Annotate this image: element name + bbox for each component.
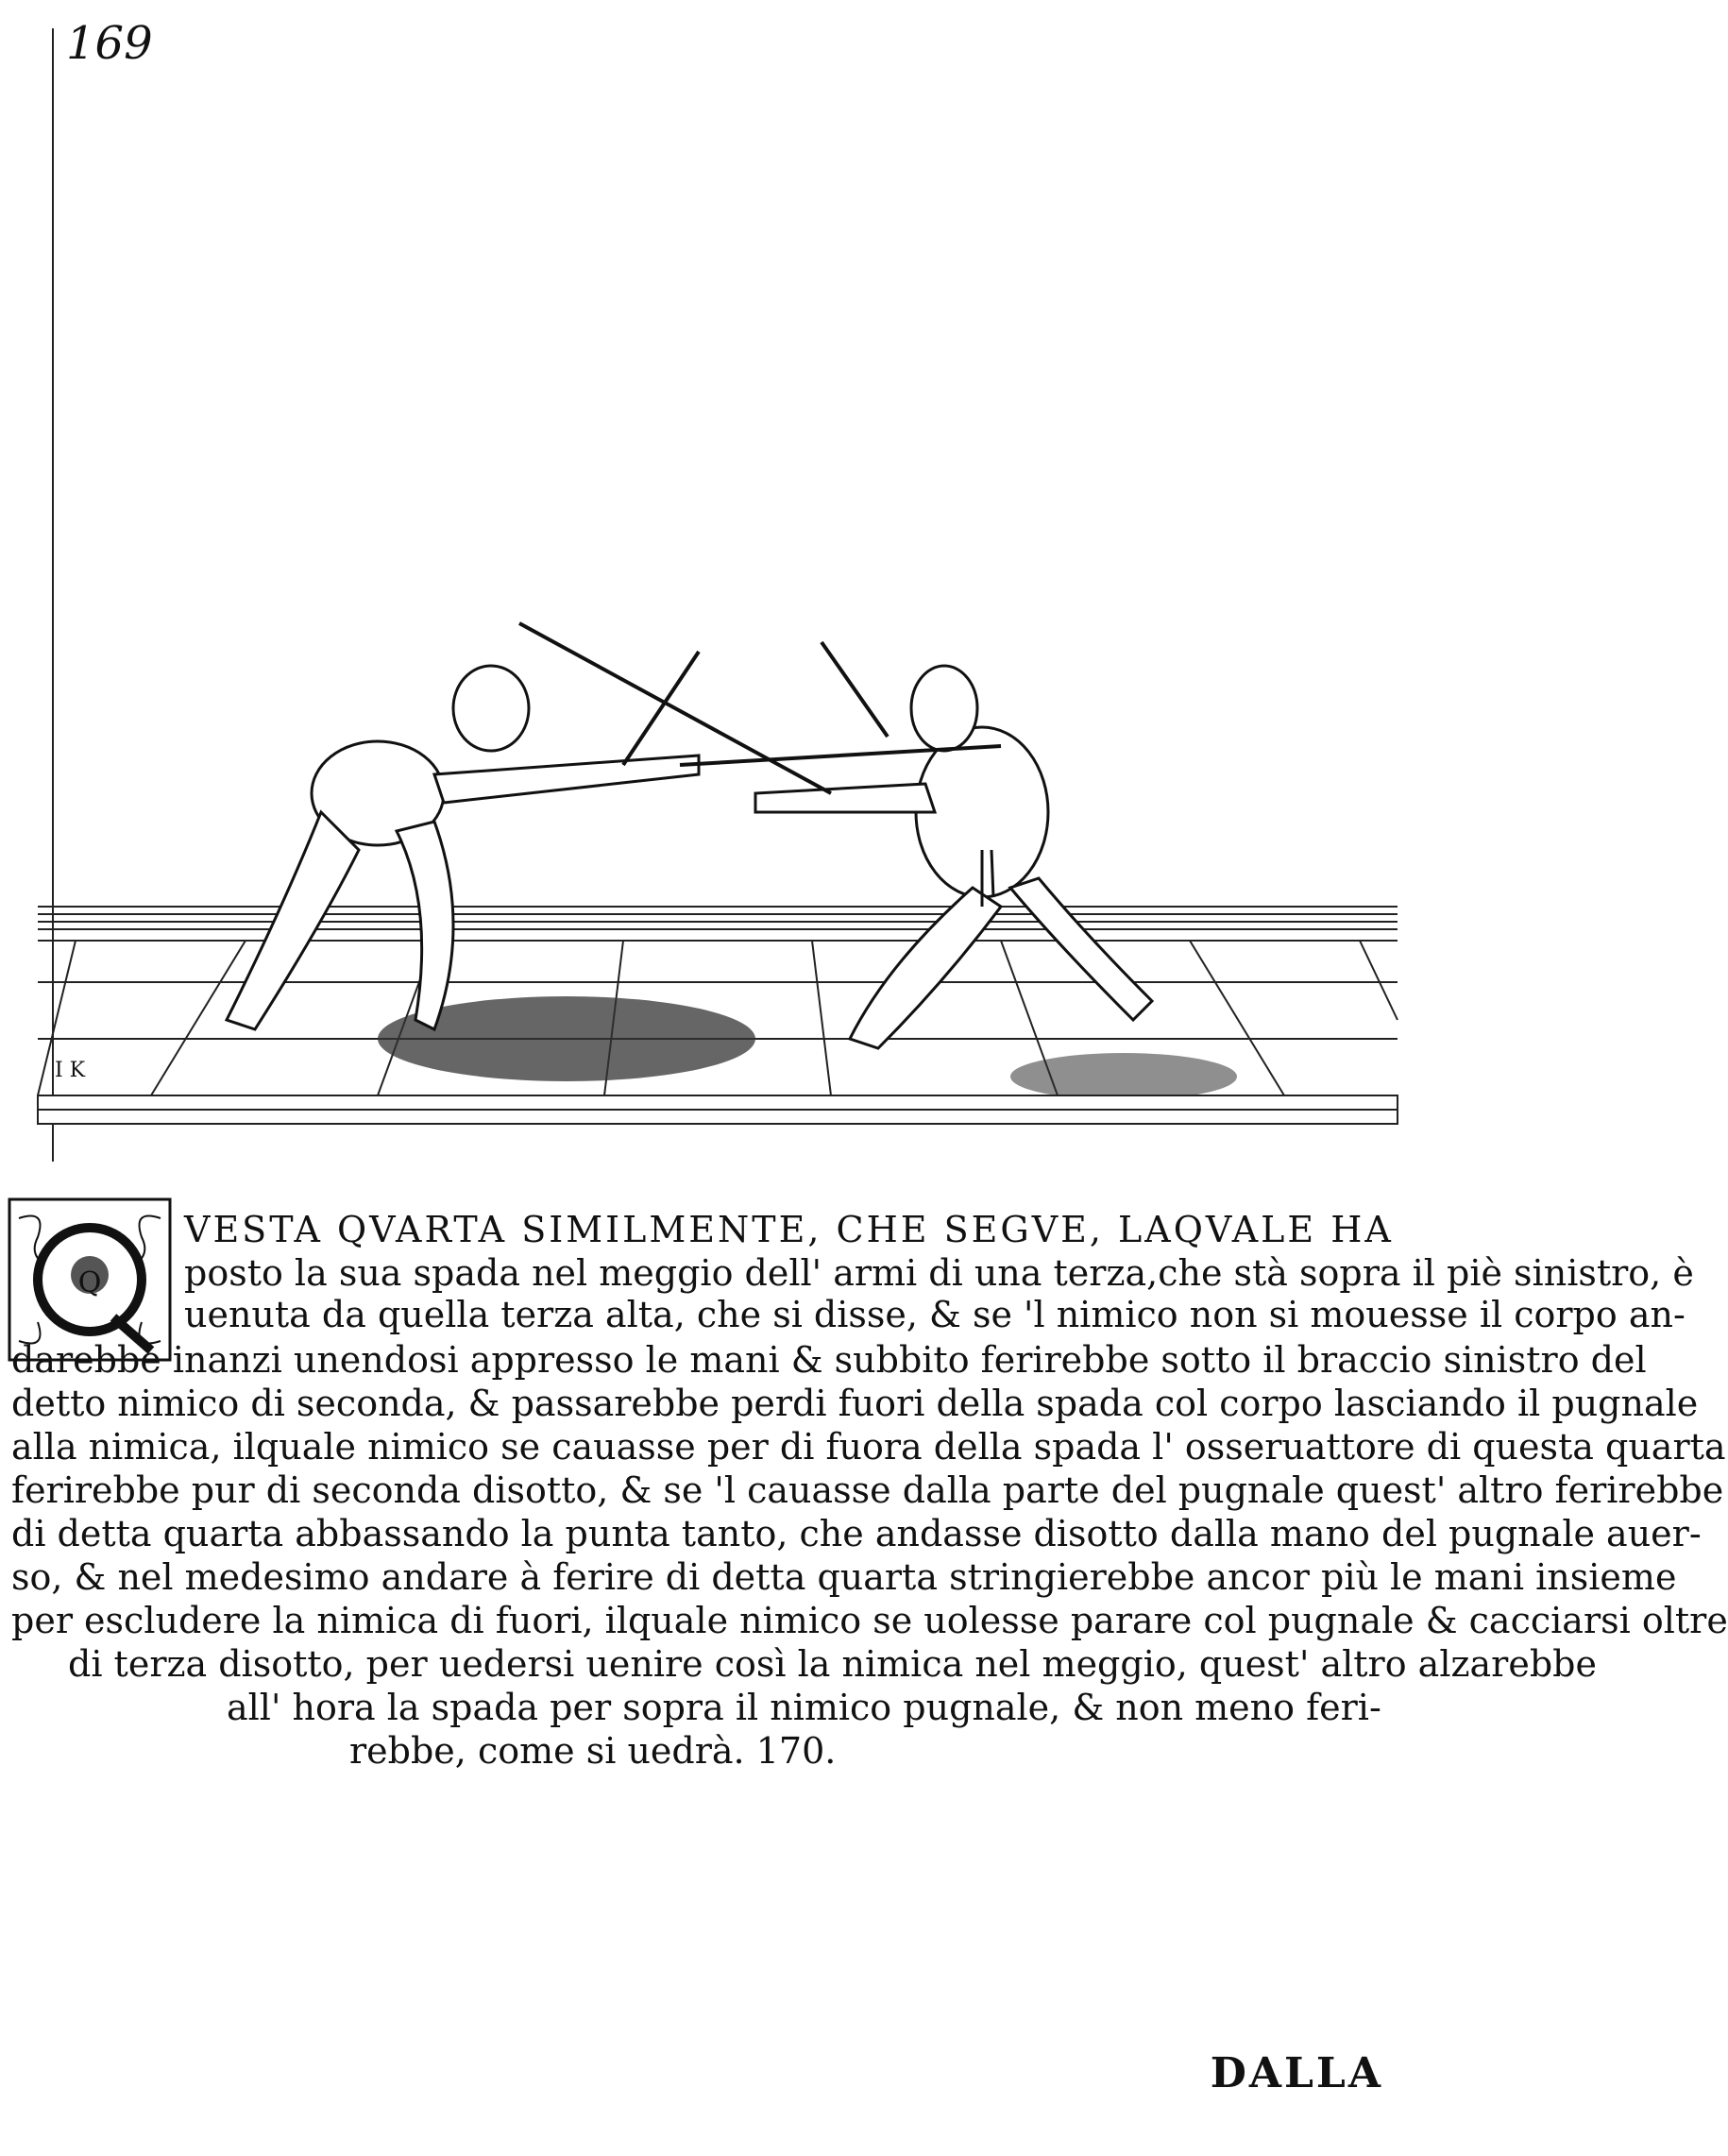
text-line-6: alla nimica, ilquale nimico se cauasse per di fuora della spada l' osseruattore di questa quarta xyxy=(11,1426,1726,1468)
catchword: DALLA xyxy=(1210,2049,1383,2097)
decorated-initial-icon xyxy=(9,1199,170,1360)
text-line-3: uenuta da quella terza alta, che si disse, & se 'l nimico non si mouesse il corpo an- xyxy=(184,1294,1686,1335)
text-line-4: darebbe inanzi unendosi appresso le mani & subbito ferirebbe sotto il braccio sinistro del xyxy=(11,1339,1647,1381)
text-line-7: ferirebbe pur di seconda disotto, & se 'l cauasse dalla parte del pugnale quest' altro ferirebbe xyxy=(11,1469,1724,1511)
text-line-12: all' hora la spada per sopra il nimico pugnale, & non meno feri- xyxy=(227,1687,1381,1728)
text-line-2: posto la sua spada nel meggio dell' armi di una terza,che stà sopra il piè sinistro, è xyxy=(184,1252,1694,1294)
illustration-label: I K xyxy=(55,1059,86,1082)
page-number: 169 xyxy=(66,17,153,70)
initial-letter: Q xyxy=(77,1266,102,1299)
text-line-13: rebbe, come si uedrà. 170. xyxy=(349,1730,837,1772)
text-line-8: di detta quarta abbassando la punta tanto, che andasse disotto dalla mano del pugnale auer- xyxy=(11,1513,1702,1554)
text-line-10: per escludere la nimica di fuori, ilquale nimico se uolesse parare col pugnale & cacciarsi oltre xyxy=(11,1600,1728,1641)
text-line-1: VESTA QVARTA SIMILMENTE, CHE SEGVE, LAQVALE HA xyxy=(184,1209,1394,1250)
text-line-9: so, & nel medesimo andare à ferire di detta quarta stringierebbe ancor più le mani insieme xyxy=(11,1556,1677,1598)
text-line-5: detto nimico di seconda, & passarebbe perdi fuori della spada col corpo lasciando il pugnale xyxy=(11,1383,1699,1424)
fencing-engraving-icon xyxy=(38,623,1398,1152)
text-line-11: di terza disotto, per uedersi uenire così la nimica nel meggio, quest' altro alzarebbe xyxy=(68,1643,1597,1685)
